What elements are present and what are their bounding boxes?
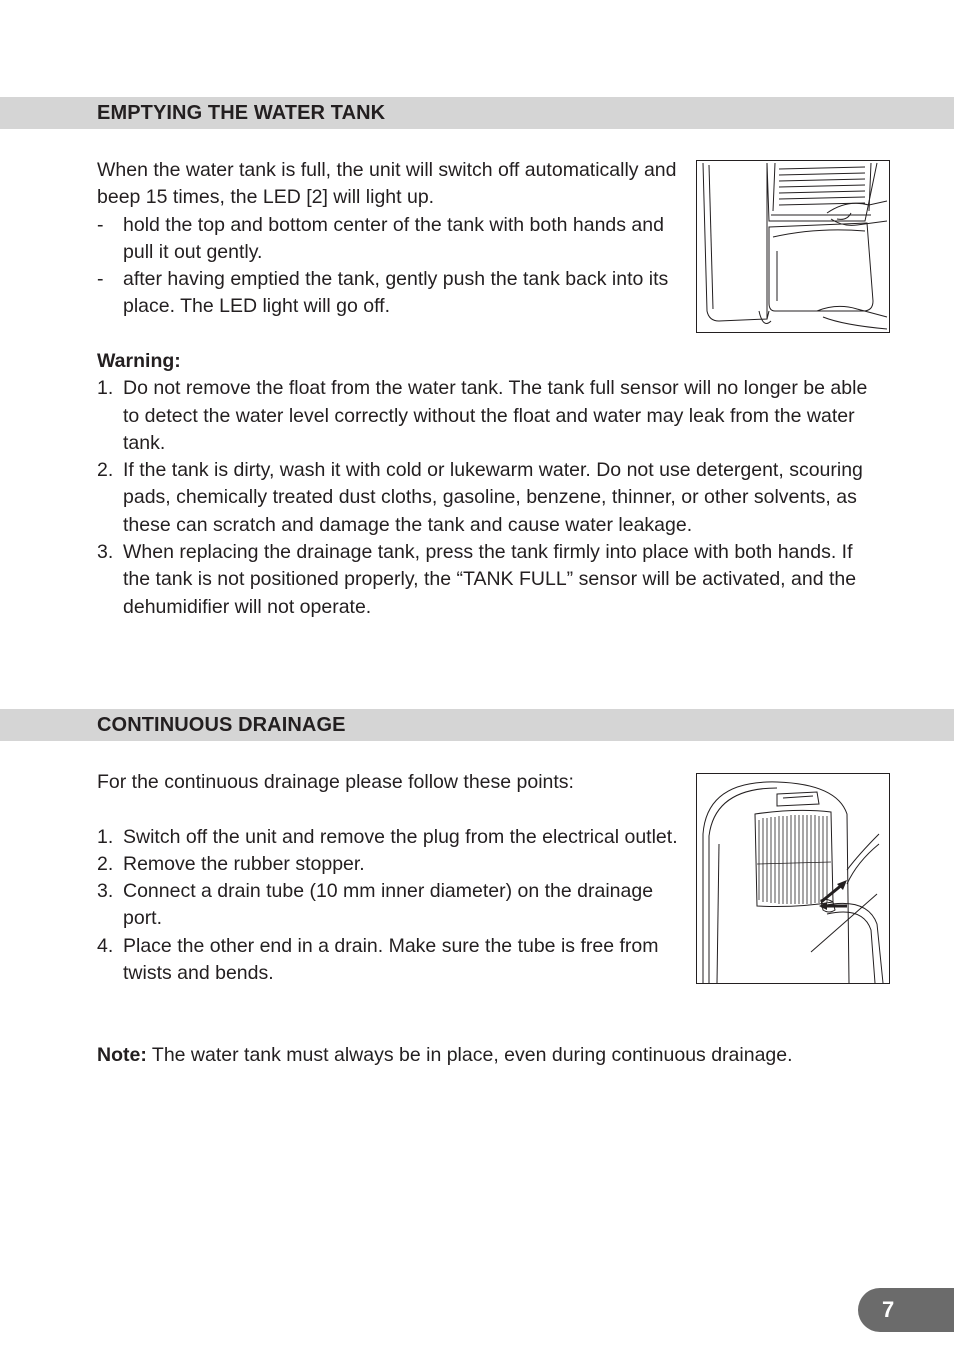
list-item bbox=[97, 212, 687, 267]
drainage-instructions bbox=[97, 769, 682, 987]
note-text: The water tank must always be in place, even during continuous drainage. bbox=[151, 1044, 793, 1066]
list-item bbox=[97, 375, 877, 457]
section-header-emptying bbox=[0, 97, 954, 129]
list-number: 2. bbox=[97, 459, 114, 482]
section-header-continuous-drainage bbox=[0, 709, 954, 741]
list-number: 3. bbox=[97, 541, 114, 564]
list-item bbox=[97, 933, 682, 988]
list-number: 4. bbox=[97, 934, 114, 957]
dehumidifier-tank-drawing bbox=[697, 161, 889, 332]
page-number-tab bbox=[858, 1288, 954, 1332]
page-number: 7 bbox=[882, 1297, 895, 1322]
note-label: Note: bbox=[97, 1044, 147, 1066]
step-text: Connect a drain tube (10 mm inner diameter) on the drainage port. bbox=[123, 880, 654, 930]
list-item bbox=[97, 266, 687, 321]
drain-tube-illustration bbox=[696, 773, 890, 984]
step-text: Switch off the unit and remove the plug from the electrical outlet. bbox=[123, 825, 678, 848]
list-number: 3. bbox=[97, 880, 114, 903]
bullet-text: after having emptied the tank, gently push the tank back into its place. The LED light will go off. bbox=[123, 268, 669, 318]
list-number: 1. bbox=[97, 825, 114, 848]
bullet-marker: - bbox=[97, 268, 104, 291]
section-title: EMPTYING THE WATER TANK bbox=[97, 102, 386, 124]
list-item bbox=[97, 878, 682, 933]
warning-label: Warning: bbox=[97, 350, 181, 372]
bullet-marker: - bbox=[97, 213, 104, 236]
bullet-text: hold the top and bottom center of the tank with both hands and pull it out gently. bbox=[123, 213, 664, 263]
list-item bbox=[97, 457, 877, 539]
list-item bbox=[97, 851, 682, 878]
section-title: CONTINUOUS DRAINAGE bbox=[97, 714, 346, 736]
list-number: 1. bbox=[97, 377, 114, 400]
list-item bbox=[97, 539, 877, 621]
note-paragraph bbox=[97, 1042, 887, 1069]
dehumidifier-back-drawing bbox=[697, 774, 889, 983]
emptying-instructions bbox=[97, 157, 687, 321]
list-number: 2. bbox=[97, 852, 114, 875]
warning-text: If the tank is dirty, wash it with cold or lukewarm water. Do not use detergent, scouring pads, chemically treated dust cloths, gasoline, benzene, thinner, or other solvents, as these can scratch and damage the tank and cause water leakage. bbox=[123, 459, 863, 536]
intro-text: When the water tank is full, the unit will switch off automatically and beep 15 times, the LED [2] will light up. bbox=[97, 159, 677, 209]
step-text: Remove the rubber stopper. bbox=[123, 852, 365, 875]
spacer bbox=[97, 796, 682, 823]
warning-text: When replacing the drainage tank, press the tank firmly into place with both hands. If the tank is not positioned properly, the “TANK FULL” sensor will be activated, and the dehumidifier will not operate. bbox=[123, 541, 857, 618]
warning-block bbox=[97, 348, 877, 621]
step-text: Place the other end in a drain. Make sure the tube is free from twists and bends. bbox=[123, 934, 659, 985]
tank-removal-illustration bbox=[696, 160, 890, 333]
list-item bbox=[97, 824, 682, 851]
warning-text: Do not remove the float from the water tank. The tank full sensor will no longer be able to detect the water level correctly without the float and water may leak from the water tank. bbox=[123, 377, 868, 454]
intro-text: For the continuous drainage please follow these points: bbox=[97, 771, 574, 793]
